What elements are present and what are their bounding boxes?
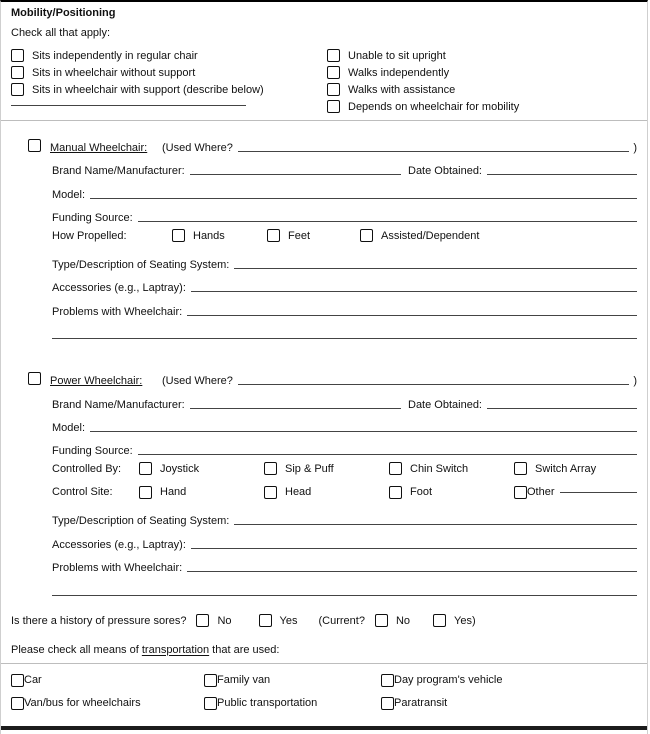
power-wheelchair-heading: Power Wheelchair: (50, 375, 143, 388)
power-brand-line[interactable] (190, 408, 401, 409)
checkbox-label: Feet (288, 229, 311, 242)
problems-label: Problems with Wheelchair: (52, 305, 183, 318)
pressure-sores-question: Is there a history of pressure sores? (11, 614, 187, 627)
checkbox-label: Chin Switch (410, 462, 469, 475)
checkbox-wheelchair-with-support[interactable] (11, 83, 24, 96)
checkbox-controlled-switch-array[interactable] (514, 462, 527, 475)
option-propelled-hands (172, 229, 267, 242)
option-public-transportation (204, 697, 381, 710)
option-day-program-vehicle (381, 674, 637, 687)
seating-system-label: Type/Description of Seating System: (52, 515, 230, 528)
date-obtained-label: Date Obtained: (408, 165, 482, 178)
power-accessories-line[interactable] (191, 548, 637, 549)
power-funding-line[interactable] (138, 454, 637, 455)
manual-seating-line[interactable] (234, 268, 637, 269)
checkbox-site-foot[interactable] (389, 486, 402, 499)
option-controlled-joystick (139, 462, 264, 475)
header-section (1, 2, 647, 115)
option-walks-with-assistance (327, 81, 637, 98)
option-pressure-no (196, 614, 231, 627)
checkbox-label: Van/bus for wheelchairs (24, 697, 141, 710)
option-current-no (375, 614, 410, 627)
funding-source-label: Funding Source: (52, 445, 133, 458)
checkbox-label: Joystick (160, 462, 200, 475)
checkbox-propelled-assisted[interactable] (360, 229, 373, 242)
checkbox-van-bus-wheelchairs[interactable] (11, 697, 24, 710)
checkbox-label: Day program's vehicle (394, 674, 503, 687)
option-family-van (204, 674, 381, 687)
manual-used-where-line[interactable] (238, 151, 629, 152)
transportation-options (1, 664, 647, 715)
checkbox-label: Other (527, 486, 555, 499)
option-current-yes (433, 614, 476, 627)
option-car (11, 674, 204, 687)
current-label: (Current? (318, 614, 365, 627)
checkbox-label: Public transportation (217, 697, 318, 710)
checkbox-unable-sit-upright[interactable] (327, 49, 340, 62)
power-date-obtained-line[interactable] (487, 408, 637, 409)
control-site-label: Control Site: (52, 486, 113, 499)
seating-system-label: Type/Description of Seating System: (52, 258, 230, 271)
checkbox-label: Assisted/Dependent (381, 229, 480, 242)
checkbox-label: Walks with assistance (348, 83, 456, 96)
accessories-label: Accessories (e.g., Laptray): (52, 282, 186, 295)
checkbox-label: Head (285, 486, 312, 499)
checkbox-label: Paratransit (394, 697, 448, 710)
checkbox-label: Sits in wheelchair without support (32, 66, 196, 79)
checkbox-depends-on-wheelchair[interactable] (327, 100, 340, 113)
checkbox-day-program-vehicle[interactable] (381, 674, 394, 687)
checkbox-pressure-no[interactable] (196, 614, 209, 627)
pressure-sores-row (1, 611, 647, 631)
power-problems-line-2[interactable] (52, 595, 637, 596)
problems-label: Problems with Wheelchair: (52, 562, 183, 575)
checkbox-family-van[interactable] (204, 674, 217, 687)
manual-model-line[interactable] (90, 198, 637, 199)
check-all-instruction: Check all that apply: (11, 27, 111, 39)
power-problems-line[interactable] (187, 571, 637, 572)
option-paratransit (381, 697, 637, 710)
manual-brand-line[interactable] (190, 174, 401, 175)
used-where-close-paren: ) (633, 142, 637, 154)
site-other-line[interactable] (560, 492, 637, 493)
checkbox-sits-regular-chair[interactable] (11, 49, 24, 62)
checkbox-label: Sits in wheelchair with support (describe below) (32, 83, 264, 96)
describe-below-line[interactable] (11, 105, 246, 106)
checkbox-label: Unable to sit upright (348, 49, 446, 62)
controlled-by-label: Controlled By: (52, 462, 122, 475)
option-unable-sit-upright (327, 47, 637, 64)
checkbox-label: Walks independently (348, 66, 450, 79)
checkbox-label: Sip & Puff (285, 462, 334, 475)
option-pressure-yes (259, 614, 298, 627)
apply-left-column (11, 47, 327, 115)
apply-right-column (327, 47, 637, 115)
checkbox-label: No (395, 614, 411, 627)
option-controlled-switch-array (514, 462, 596, 475)
checkbox-site-other[interactable] (514, 486, 527, 499)
checkbox-manual-wheelchair[interactable] (28, 139, 41, 152)
option-walks-independently (327, 64, 637, 81)
used-where-label: (Used Where? (162, 375, 233, 388)
option-van-bus-wheelchairs (11, 697, 204, 710)
brand-label: Brand Name/Manufacturer: (52, 398, 185, 411)
transportation-instruction-prefix: Please check all means of (11, 643, 142, 656)
page-bottom-border (1, 726, 647, 730)
option-site-other (514, 486, 637, 499)
option-controlled-chin-switch (389, 462, 514, 475)
checkbox-label: Hands (193, 229, 225, 242)
model-label: Model: (52, 421, 86, 434)
power-seating-line[interactable] (234, 524, 637, 525)
checkbox-label: Depends on wheelchair for mobility (348, 100, 520, 113)
funding-source-label: Funding Source: (52, 212, 133, 225)
checkbox-label: Car (24, 674, 42, 687)
power-used-where-line[interactable] (238, 384, 629, 385)
checkbox-pressure-yes[interactable] (259, 614, 272, 627)
checkbox-label: Foot (410, 486, 433, 499)
power-model-line[interactable] (90, 431, 637, 432)
checkbox-walks-independently[interactable] (327, 66, 340, 79)
manual-problems-line-2[interactable] (52, 338, 637, 339)
checkbox-controlled-joystick[interactable] (139, 462, 152, 475)
checkbox-label: Yes) (454, 614, 476, 627)
manual-accessories-line[interactable] (191, 291, 637, 292)
transportation-instruction (1, 644, 647, 663)
manual-funding-line[interactable] (138, 221, 637, 222)
option-site-foot (389, 486, 514, 499)
checkbox-current-no[interactable] (375, 614, 388, 627)
checkbox-controlled-chin-switch[interactable] (389, 462, 402, 475)
page-title: Mobility/Positioning (11, 7, 116, 19)
checkbox-power-wheelchair[interactable] (28, 372, 41, 385)
checkbox-wheelchair-without-support[interactable] (11, 66, 24, 79)
option-wheelchair-with-support (11, 81, 327, 98)
option-controlled-sip-puff (264, 462, 389, 475)
checkbox-label: Yes (279, 614, 298, 627)
used-where-label: (Used Where? (162, 142, 233, 154)
transportation-keyword: transportation (141, 643, 210, 656)
checkbox-paratransit[interactable] (381, 697, 394, 710)
option-propelled-assisted (360, 229, 479, 242)
transportation-instruction-suffix: that are used: (209, 643, 280, 656)
model-label: Model: (52, 188, 86, 201)
checkbox-label: Switch Array (535, 462, 597, 475)
checkbox-current-yes[interactable] (433, 614, 446, 627)
checkbox-site-head[interactable] (264, 486, 277, 499)
power-wheelchair-section (1, 341, 647, 598)
manual-wheelchair-heading: Manual Wheelchair: (50, 142, 148, 154)
option-wheelchair-without-support (11, 64, 327, 81)
option-sits-regular-chair (11, 47, 327, 64)
how-propelled-label: How Propelled: (52, 229, 127, 242)
checkbox-car[interactable] (11, 674, 24, 687)
accessories-label: Accessories (e.g., Laptray): (52, 538, 186, 551)
date-obtained-label: Date Obtained: (408, 398, 482, 411)
option-site-hand (139, 486, 264, 499)
option-depends-on-wheelchair (327, 98, 637, 115)
checkbox-propelled-hands[interactable] (172, 229, 185, 242)
checkbox-propelled-feet[interactable] (267, 229, 280, 242)
used-where-close-paren: ) (633, 375, 637, 388)
checkbox-label: Family van (217, 674, 271, 687)
manual-wheelchair-section (1, 121, 647, 341)
manual-problems-line[interactable] (187, 315, 637, 316)
checkbox-label: Sits independently in regular chair (32, 49, 198, 62)
option-propelled-feet (267, 229, 360, 242)
checkbox-public-transportation[interactable] (204, 697, 217, 710)
option-site-head (264, 486, 389, 499)
checkbox-walks-with-assistance[interactable] (327, 83, 340, 96)
manual-date-obtained-line[interactable] (487, 174, 637, 175)
checkbox-label: Hand (160, 486, 187, 499)
checkbox-controlled-sip-puff[interactable] (264, 462, 277, 475)
checkbox-site-hand[interactable] (139, 486, 152, 499)
brand-label: Brand Name/Manufacturer: (52, 165, 185, 178)
checkbox-label: No (217, 614, 232, 627)
